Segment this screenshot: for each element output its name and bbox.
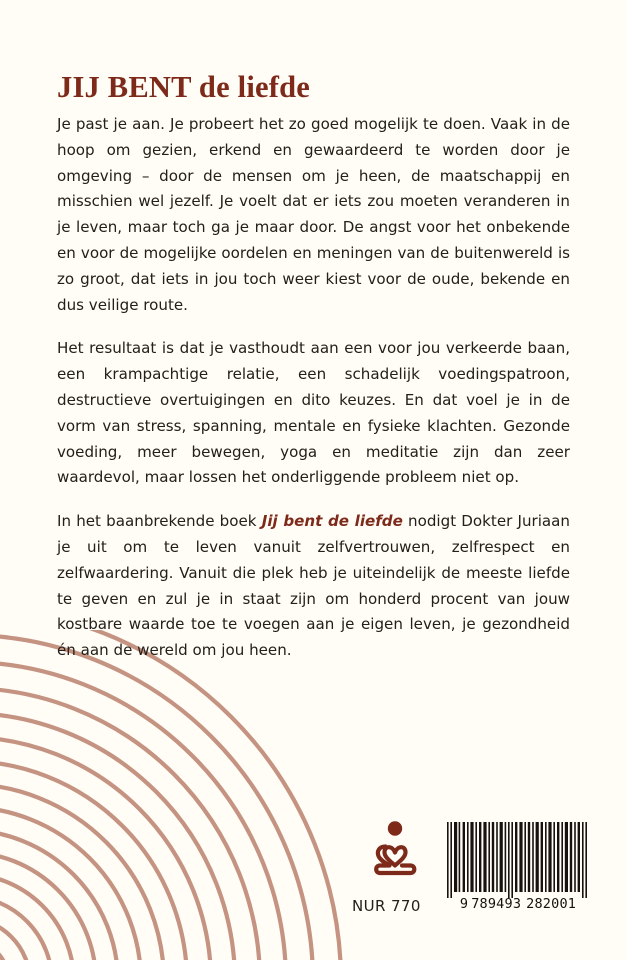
- decorative-concentric-arcs: [0, 630, 360, 960]
- isbn-lead-digit: 9: [459, 896, 469, 912]
- book-title-inline: Jij bent de liefde: [261, 512, 403, 531]
- page-title: [57, 70, 577, 105]
- nur-code: NUR 770: [352, 897, 421, 915]
- page-title-caps: JIJ BENT: [57, 70, 192, 105]
- blurb-text: [57, 112, 570, 664]
- isbn-barcode: [444, 818, 592, 920]
- blurb-paragraph-3-before: In het baanbrekende boek: [57, 512, 262, 531]
- isbn-barcode-digits: [444, 896, 592, 912]
- blurb-paragraph-1: Je past je aan. Je probeert het zo goed mogelijk te doen. Vaak in de hoop om gezien, erkend en gewaardeerd te worden door je omgeving – door de mensen om je heen, de maatschappij en misschien wel jezelf. Je voelt dat er iets zou moeten veranderen in je leven, maar toch ga je maar door. De angst voor het onbekende en voor de mogelijke oordelen en meningen van de buitenwereld is zo groot, dat iets in jou toch weer kiest voor de oude, bekende en dus veilige route.: [57, 115, 570, 314]
- isbn-barcode-bars: [444, 822, 592, 898]
- page-title-lower: de liefde: [191, 70, 311, 105]
- blurb-paragraph-2: Het resultaat is dat je vasthoudt aan een voor jou verkeerde baan, een krampachtige relatie, een schadelijk voedingspatroon, destructieve overtuigingen en dito keuzes. En dat voel je in de vorm van stress, spanning, mentale en fysieke klachten. Gezonde voeding, meer bewegen, yoga en meditatie zijn dan zeer waardevol, maar lossen het onderliggende probleem niet op.: [57, 339, 570, 487]
- meditating-figure-heart-logo: [372, 820, 418, 878]
- isbn-right-group: 282001: [526, 896, 577, 912]
- blurb-paragraph-3: [57, 509, 570, 664]
- blurb-paragraph-3-after: nodigt Dokter Juriaan je uit om te leven vanuit zelfvertrouwen, zelfrespect en zelfwaardering. Vanuit die plek heb je uiteindelijk de meeste liefde te geven en zul je in staat zijn om honderd procent van jouw kostbare waarde toe te voegen aan je eigen leven, je gezondheid én aan de wereld om jou heen.: [57, 512, 570, 660]
- isbn-left-group: 789493: [471, 896, 522, 912]
